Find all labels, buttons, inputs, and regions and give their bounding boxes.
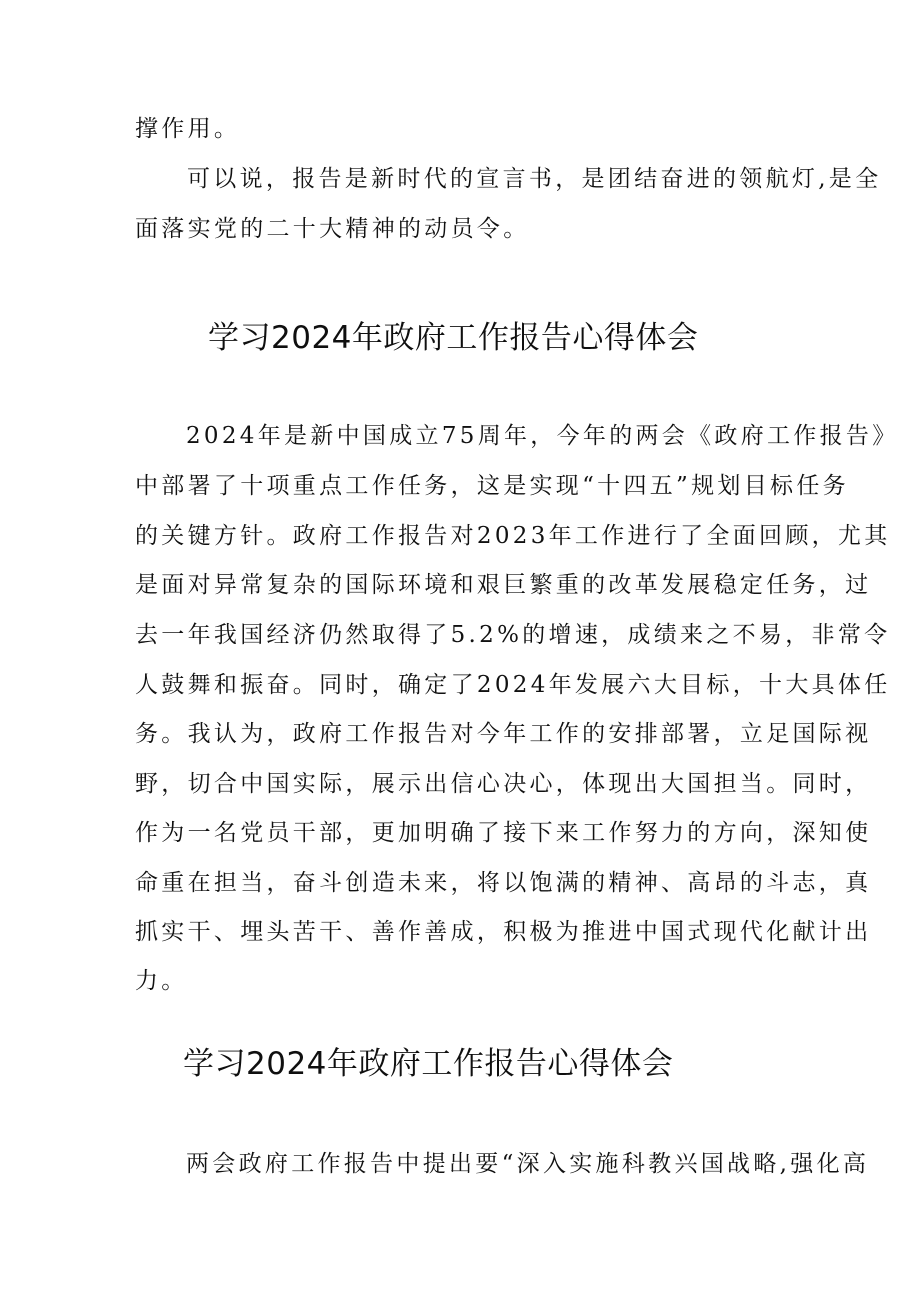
- paragraph-line: 去一年我国经济仍然取得了5.2%的增速，成绩来之不易，非常令: [135, 622, 891, 648]
- paragraph-line: 命重在担当，奋斗创造未来，将以饱满的精神、高昂的斗志，真: [135, 870, 872, 896]
- section-title: 学习2024年政府工作报告心得体会: [183, 1046, 674, 1082]
- paragraph-line: 的关键方针。政府工作报告对2023年工作进行了全面回顾，尤其: [135, 523, 891, 549]
- paragraph-line: 撑作用。: [135, 116, 241, 142]
- section-title: 学习2024年政府工作报告心得体会: [208, 320, 699, 356]
- paragraph-line: 是面对异常复杂的国际环境和艰巨繁重的改革发展稳定任务，过: [135, 572, 872, 598]
- paragraph-line: 面落实党的二十大精神的动员令。: [135, 216, 530, 242]
- paragraph-line: 作为一名党员干部，更加明确了接下来工作努力的方向，深知使: [135, 820, 872, 846]
- paragraph-line: 中部署了十项重点工作任务，这是实现“十四五”规划目标任务: [135, 473, 849, 499]
- paragraph-line: 野，切合中国实际，展示出信心决心，体现出大国担当。同时，: [135, 771, 872, 797]
- paragraph-line: 务。我认为，政府工作报告对今年工作的安排部署，立足国际视: [135, 721, 872, 747]
- paragraph-line: 2024年是新中国成立75周年，今年的两会《政府工作报告》: [186, 423, 899, 449]
- paragraph-line: 可以说，报告是新时代的宣言书，是团结奋进的领航灯,是全: [187, 166, 882, 192]
- paragraph-line: 力。: [135, 968, 188, 994]
- paragraph-line: 两会政府工作报告中提出要“深入实施科教兴国战略,强化高: [186, 1151, 870, 1177]
- paragraph-line: 人鼓舞和振奋。同时，确定了2024年发展六大目标，十大具体任: [135, 672, 891, 698]
- paragraph-line: 抓实干、埋头苦干、善作善成，积极为推进中国式现代化献计出: [135, 919, 872, 945]
